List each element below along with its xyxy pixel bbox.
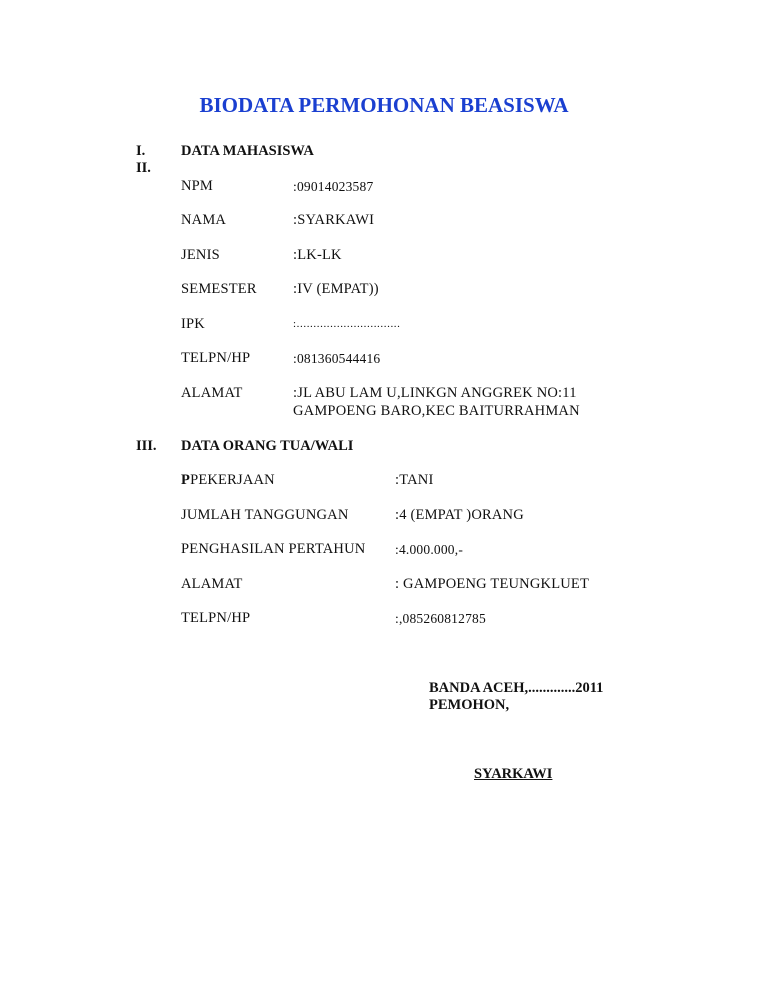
value-jumlah-tanggungan: :4 (EMPAT )ORANG bbox=[395, 507, 524, 523]
value-pekerjaan: :TANI bbox=[395, 472, 434, 488]
value-telpn-wali: :,085260812785 bbox=[395, 611, 486, 626]
label-telpn-wali: TELPN/HP bbox=[181, 610, 251, 626]
label-semester: SEMESTER bbox=[181, 281, 257, 297]
value-jenis: :LK-LK bbox=[293, 247, 342, 263]
section-numeral-1: I. bbox=[136, 143, 146, 159]
section-numeral-2: II. bbox=[136, 160, 151, 176]
label-nama: NAMA bbox=[181, 212, 227, 228]
place-date: BANDA ACEH,.............2011 bbox=[429, 680, 604, 696]
label-telpn: TELPN/HP bbox=[181, 350, 251, 366]
signature-role: PEMOHON, bbox=[429, 697, 510, 713]
label-pekerjaan-text: PEKERJAAN bbox=[190, 472, 275, 488]
value-alamat-line1: :JL ABU LAM U,LINKGN ANGGREK NO:11 bbox=[293, 385, 577, 401]
value-telpn: :081360544416 bbox=[293, 351, 381, 366]
signature-name: SYARKAWI bbox=[474, 766, 553, 782]
value-ipk: :............................... bbox=[293, 318, 401, 330]
label-jumlah-tanggungan: JUMLAH TANGGUNGAN bbox=[181, 507, 349, 523]
section-numeral-3: III. bbox=[136, 438, 157, 454]
label-alamat-wali: ALAMAT bbox=[181, 576, 243, 592]
value-semester: :IV (EMPAT)) bbox=[293, 281, 379, 297]
label-alamat: ALAMAT bbox=[181, 385, 243, 401]
value-alamat-wali: : GAMPOENG TEUNGKLUET bbox=[395, 576, 590, 592]
value-alamat-line2: GAMPOENG BARO,KEC BAITURRAHMAN bbox=[293, 403, 580, 419]
label-ipk: IPK bbox=[181, 316, 205, 332]
section-heading-data-mahasiswa: DATA MAHASISWA bbox=[181, 143, 314, 159]
label-npm: NPM bbox=[181, 178, 214, 194]
label-jenis: JENIS bbox=[181, 247, 220, 263]
page-title: BIODATA PERMOHONAN BEASISWA bbox=[199, 93, 569, 117]
value-npm: :09014023587 bbox=[293, 179, 374, 194]
value-nama: :SYARKAWI bbox=[293, 212, 375, 228]
label-pekerjaan bbox=[181, 472, 275, 489]
value-penghasilan: :4.000.000,- bbox=[395, 542, 464, 557]
section-heading-data-orang-tua: DATA ORANG TUA/WALI bbox=[181, 438, 354, 454]
label-pekerjaan-initial: P bbox=[181, 472, 191, 488]
label-penghasilan: PENGHASILAN PERTAHUN bbox=[181, 541, 366, 557]
